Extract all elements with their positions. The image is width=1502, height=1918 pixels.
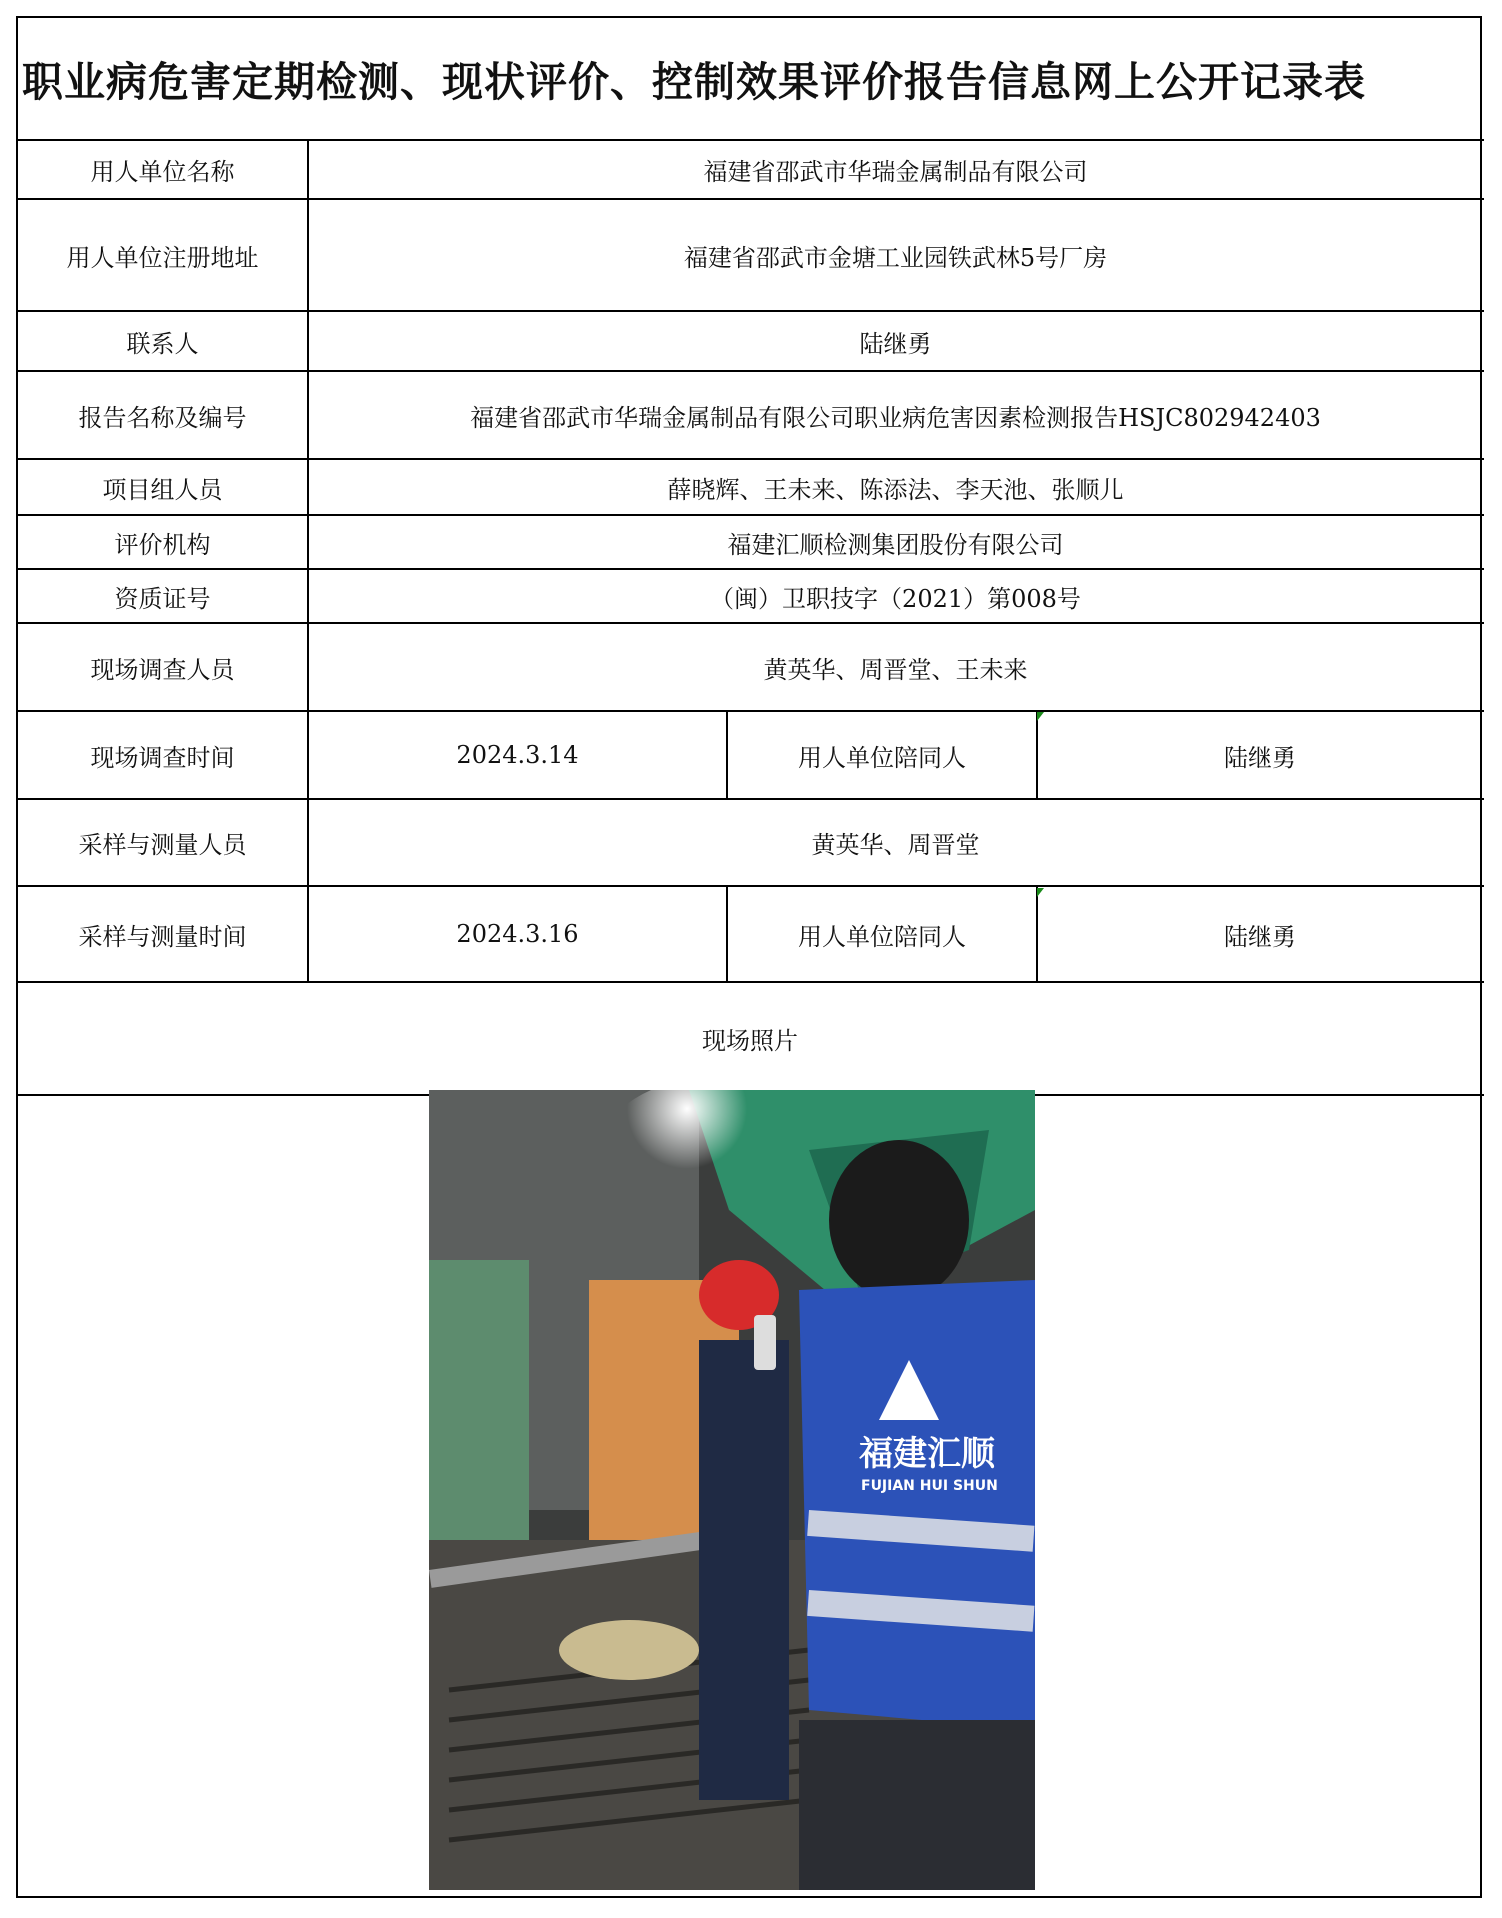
value-survey-staff: 黄英华、周晋堂、王未来 (763, 655, 1028, 684)
label-contact: 联系人 (126, 329, 199, 358)
value-agency: 福建汇顺检测集团股份有限公司 (727, 530, 1064, 559)
label-survey-time: 现场调查时间 (90, 743, 235, 772)
label-sampling-staff: 采样与测量人员 (78, 831, 247, 859)
value-survey-time: 2024.3.14 (456, 741, 579, 769)
value-sampling-staff: 黄英华、周晋堂 (811, 831, 980, 859)
value-report: 福建省邵武市华瑞金属制品有限公司职业病危害因素检测报告HSJC802942403 (470, 403, 1321, 432)
value-qualification: （闽）卫职技字（2021）第008号 (710, 584, 1081, 613)
value-employer-name: 福建省邵武市华瑞金属制品有限公司 (703, 157, 1088, 186)
label-employer-address: 用人单位注册地址 (66, 243, 259, 272)
page-title: 职业病危害定期检测、现状评价、控制效果评价报告信息网上公开记录表 (22, 57, 1366, 106)
label-sampling-time: 采样与测量时间 (78, 922, 247, 951)
label-survey-companion: 用人单位陪同人 (798, 743, 966, 772)
label-project-team: 项目组人员 (102, 475, 223, 504)
label-sampling-companion: 用人单位陪同人 (798, 922, 966, 951)
label-agency: 评价机构 (114, 530, 211, 559)
vest-logo-en: FUJIAN HUI SHUN (861, 1478, 998, 1494)
label-report: 报告名称及编号 (78, 403, 247, 432)
value-sampling-companion: 陆继勇 (1224, 922, 1296, 951)
value-contact: 陆继勇 (859, 329, 932, 358)
vest-logo: 福建汇顺 (859, 1434, 995, 1474)
label-qualification: 资质证号 (114, 584, 211, 613)
label-employer-name: 用人单位名称 (90, 157, 235, 186)
value-sampling-time: 2024.3.16 (456, 920, 579, 948)
value-employer-address: 福建省邵武市金塘工业园铁武林5号厂房 (683, 243, 1108, 272)
label-site-photo: 现场照片 (702, 1027, 798, 1055)
label-survey-staff: 现场调查人员 (90, 655, 235, 684)
meter-device (754, 1315, 776, 1370)
value-project-team: 薛晓辉、王未来、陈添法、李天池、张顺儿 (667, 475, 1124, 504)
site-photo (429, 1090, 1035, 1890)
value-survey-companion: 陆继勇 (1224, 743, 1296, 772)
